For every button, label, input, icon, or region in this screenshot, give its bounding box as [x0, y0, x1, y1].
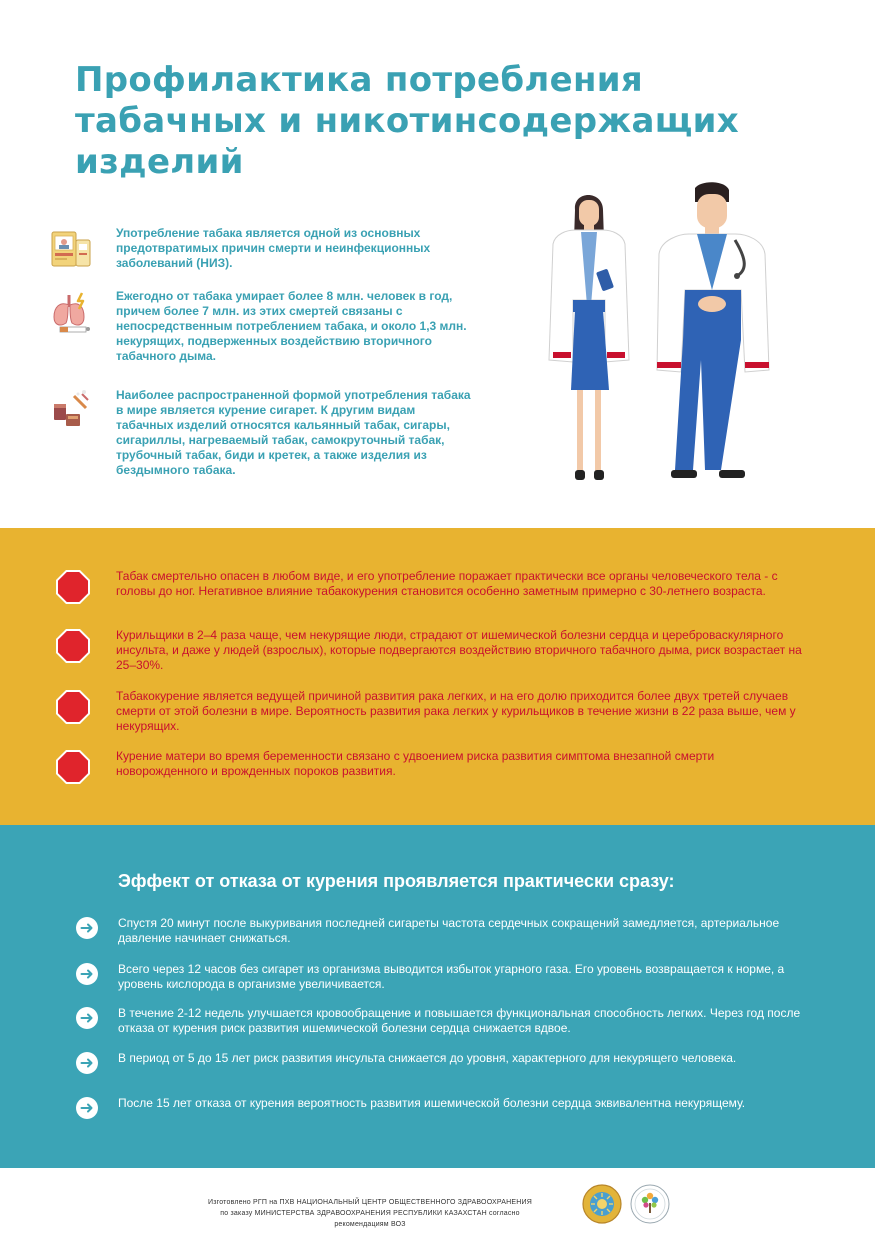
- effect-text: Всего через 12 часов без сигарет из организма выводится избыток угарного газа. Его уровень возвращается к норме, а уровень кислорода в организме увеличивается.: [118, 962, 785, 991]
- footer-line-1: Изготовлено РГП на ПХВ НАЦИОНАЛЬНЫЙ ЦЕНТР ОБЩЕСТВЕННОГО ЗДРАВООХРАНЕНИЯ: [207, 1199, 533, 1206]
- intro-text: Наиболее распространенной формой употребления табака в мире является курение сигарет. К другим видам табачных изделий относятся кальянный табак, сигары, сигариллы, нагреваемый табак, самокруточный табак, трубочный табак, биди и кретек, а также изделия из бездымного табака.: [116, 388, 471, 477]
- effect-text: Спустя 20 минут после выкуривания последней сигареты частота сердечных сокращений замедляется, артериальное давление начинает снижаться.: [118, 916, 780, 945]
- intro-text: Ежегодно от табака умирает более 8 млн. человек в год, причем более 7 млн. из этих смертей связаны с непосредственным потреблением табака, и около 1,3 млн. некурящих, подверженных воздействию вторичного табачного дыма.: [116, 289, 467, 363]
- male-doctor-figure: [657, 182, 769, 478]
- footer-line-2: по заказу МИНИСТЕРСТВА ЗДРАВООХРАНЕНИЯ РЕСПУБЛИКИ КАЗАХСТАН согласно: [220, 1210, 520, 1217]
- arrow-right-icon: [75, 916, 99, 940]
- arrow-right-icon: [75, 962, 99, 986]
- arrow-right-icon: [75, 1006, 99, 1030]
- health-center-logo-icon: [629, 1183, 671, 1225]
- doctors-illustration: [525, 180, 795, 495]
- arrow-right-icon: [75, 1096, 99, 1120]
- cigarette-pack-icon: [48, 226, 94, 272]
- title-line-2: табачных и никотинсодержащих: [75, 101, 739, 141]
- effects-title: Эффект от отказа от курения проявляется практически сразу:: [118, 871, 675, 891]
- effect-text: В течение 2-12 недель улучшается кровообращение и повышается функциональная способность легких. Через год после отказа от курения риск развития ишемической болезни сердца снижается вдвое.: [118, 1006, 801, 1035]
- tobacco-products-icon: [48, 388, 94, 434]
- warning-text: Табакокурение является ведущей причиной развития рака легких, и на его долю приходится более двух третей случаев смерти от этой болезни в мире. Вероятность развития рака легких у курильщиков в течение жизни в 22 раза выше, чем у некурящих.: [116, 689, 796, 733]
- female-doctor-figure: [549, 195, 629, 480]
- title-line-1: Профилактика потребления: [75, 60, 644, 100]
- arrow-right-icon: [75, 1051, 99, 1075]
- intro-text: Употребление табака является одной из основных предотвратимых причин смерти и неинфекционных заболеваний (НИЗ).: [116, 226, 431, 270]
- warning-text: Курение матери во время беременности связано с удвоением риска развития симптома внезапной смерти новорожденного и врожденных пороков развития.: [116, 749, 715, 778]
- effect-text: В период от 5 до 15 лет риск развития инсульта снижается до уровня, характерного для некурящего человека.: [118, 1051, 737, 1065]
- state-emblem-icon: [582, 1183, 622, 1225]
- footer-line-3: рекомендациям ВОЗ: [334, 1221, 406, 1228]
- footer-credits: [160, 1197, 580, 1230]
- warning-text: Курильщики в 2–4 раза чаще, чем некурящие люди, страдают от ишемической болезни сердца и цереброваскулярного инсульта, и даже у людей (взрослых), которые подвергаются воздействию вторичного табачного дыма, риск возрастает на 25–30%.: [116, 628, 802, 672]
- lungs-cigarette-icon: [48, 289, 94, 335]
- stop-sign-icon: [55, 628, 91, 664]
- title-line-3: изделий: [75, 142, 244, 182]
- page-title: [75, 60, 739, 183]
- effect-text: После 15 лет отказа от курения вероятность развития ишемической болезни сердца эквивалентна некурящему.: [118, 1096, 746, 1110]
- stop-sign-icon: [55, 689, 91, 725]
- stop-sign-icon: [55, 569, 91, 605]
- warning-text: Табак смертельно опасен в любом виде, и его употребление поражает практически все органы человеческого тела - с головы до ног. Негативное влияние табакокурения становится особенно заметным примерно с 30-летнего возраста.: [116, 569, 778, 598]
- stop-sign-icon: [55, 749, 91, 785]
